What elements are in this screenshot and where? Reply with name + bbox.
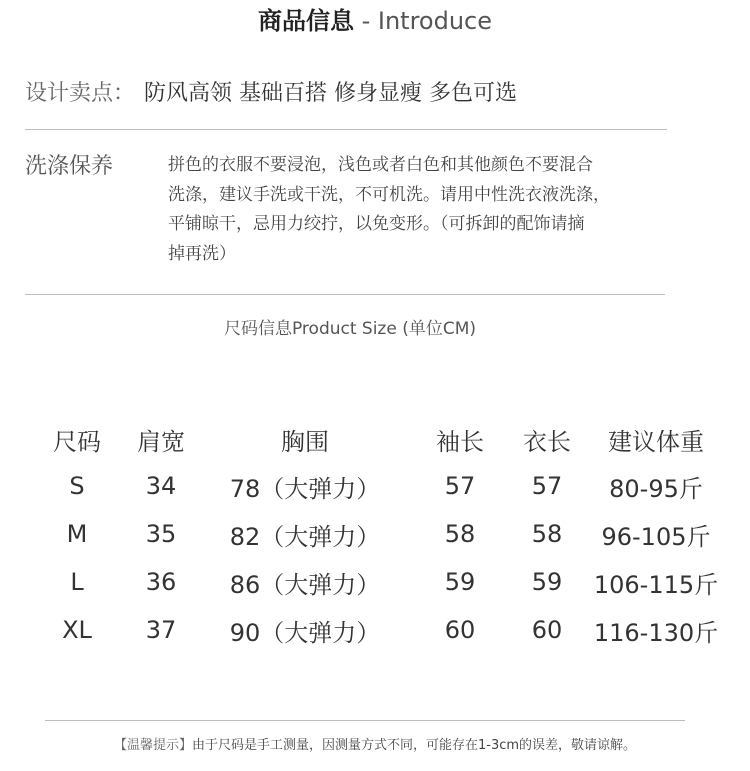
cell-size: M	[66, 520, 88, 548]
note-text: 由于尺码是手工测量，因测量方式不同，可能存在1-3cm的误差，敬请谅解。	[191, 738, 637, 753]
cell-size: XL	[62, 616, 92, 644]
cell-weight: 96-105斤	[601, 522, 711, 551]
table-header-row	[25, 416, 721, 462]
cell-chest: 86（大弹力）	[229, 570, 381, 599]
divider	[25, 129, 667, 130]
selling-points-value: 防风高领 基础百搭 修身显瘦 多色可选	[144, 81, 517, 106]
note-tag: 【温馨提示】	[113, 738, 192, 753]
cell-weight: 80-95斤	[609, 474, 703, 503]
header-length: 衣长	[523, 427, 571, 456]
footer-note	[0, 736, 750, 756]
cell-length: 59	[531, 568, 563, 596]
selling-points-label: 设计卖点：	[25, 81, 136, 106]
cell-chest: 82（大弹力）	[229, 522, 381, 551]
divider	[25, 294, 665, 295]
cell-sleeve: 57	[444, 472, 476, 500]
selling-points	[25, 79, 517, 109]
header-shoulder: 肩宽	[137, 427, 185, 456]
cell-shoulder: 37	[145, 616, 177, 644]
header-sleeve: 袖长	[436, 427, 484, 456]
size-section-title: 尺码信息Product Size (单位CM)	[223, 319, 477, 339]
header-weight: 建议体重	[608, 427, 704, 456]
cell-length: 58	[531, 520, 563, 548]
cell-shoulder: 34	[145, 472, 177, 500]
care-line: 平铺晾干，忌用力绞拧，以免变形。（可拆卸的配饰请摘	[168, 214, 585, 234]
cell-chest: 78（大弹力）	[229, 474, 381, 503]
title-separator: -	[353, 7, 378, 35]
header-chest: 胸围	[281, 427, 329, 456]
cell-length: 57	[531, 472, 563, 500]
cell-shoulder: 36	[145, 568, 177, 596]
cell-shoulder: 35	[145, 520, 177, 548]
divider	[45, 720, 685, 721]
title-cn: 商品信息	[257, 7, 354, 35]
cell-length: 60	[531, 616, 563, 644]
care-line: 掉再洗）	[168, 243, 236, 264]
cell-size: S	[69, 472, 85, 500]
care-label: 洗涤保养	[25, 154, 114, 179]
cell-size: L	[70, 568, 84, 596]
care-line: 拼色的衣服不要浸泡，浅色或者白色和其他颜色不要混合	[168, 155, 593, 175]
product-info-title	[0, 5, 750, 37]
header-size: 尺码	[53, 427, 101, 456]
cell-sleeve: 60	[444, 616, 476, 644]
care-line: 洗涤，建议手洗或干洗，不可机洗。请用中性洗衣液洗涤，	[168, 184, 610, 205]
cell-sleeve: 58	[444, 520, 476, 548]
table-row	[25, 510, 721, 558]
title-en: Introduce	[377, 7, 493, 35]
table-row	[25, 558, 721, 606]
care-instructions	[168, 151, 668, 269]
table-row	[25, 462, 721, 510]
table-row	[25, 606, 721, 654]
cell-weight: 116-130斤	[593, 618, 719, 647]
size-table	[25, 416, 721, 654]
cell-sleeve: 59	[444, 568, 476, 596]
cell-weight: 106-115斤	[593, 570, 719, 599]
cell-chest: 90（大弹力）	[229, 618, 381, 647]
